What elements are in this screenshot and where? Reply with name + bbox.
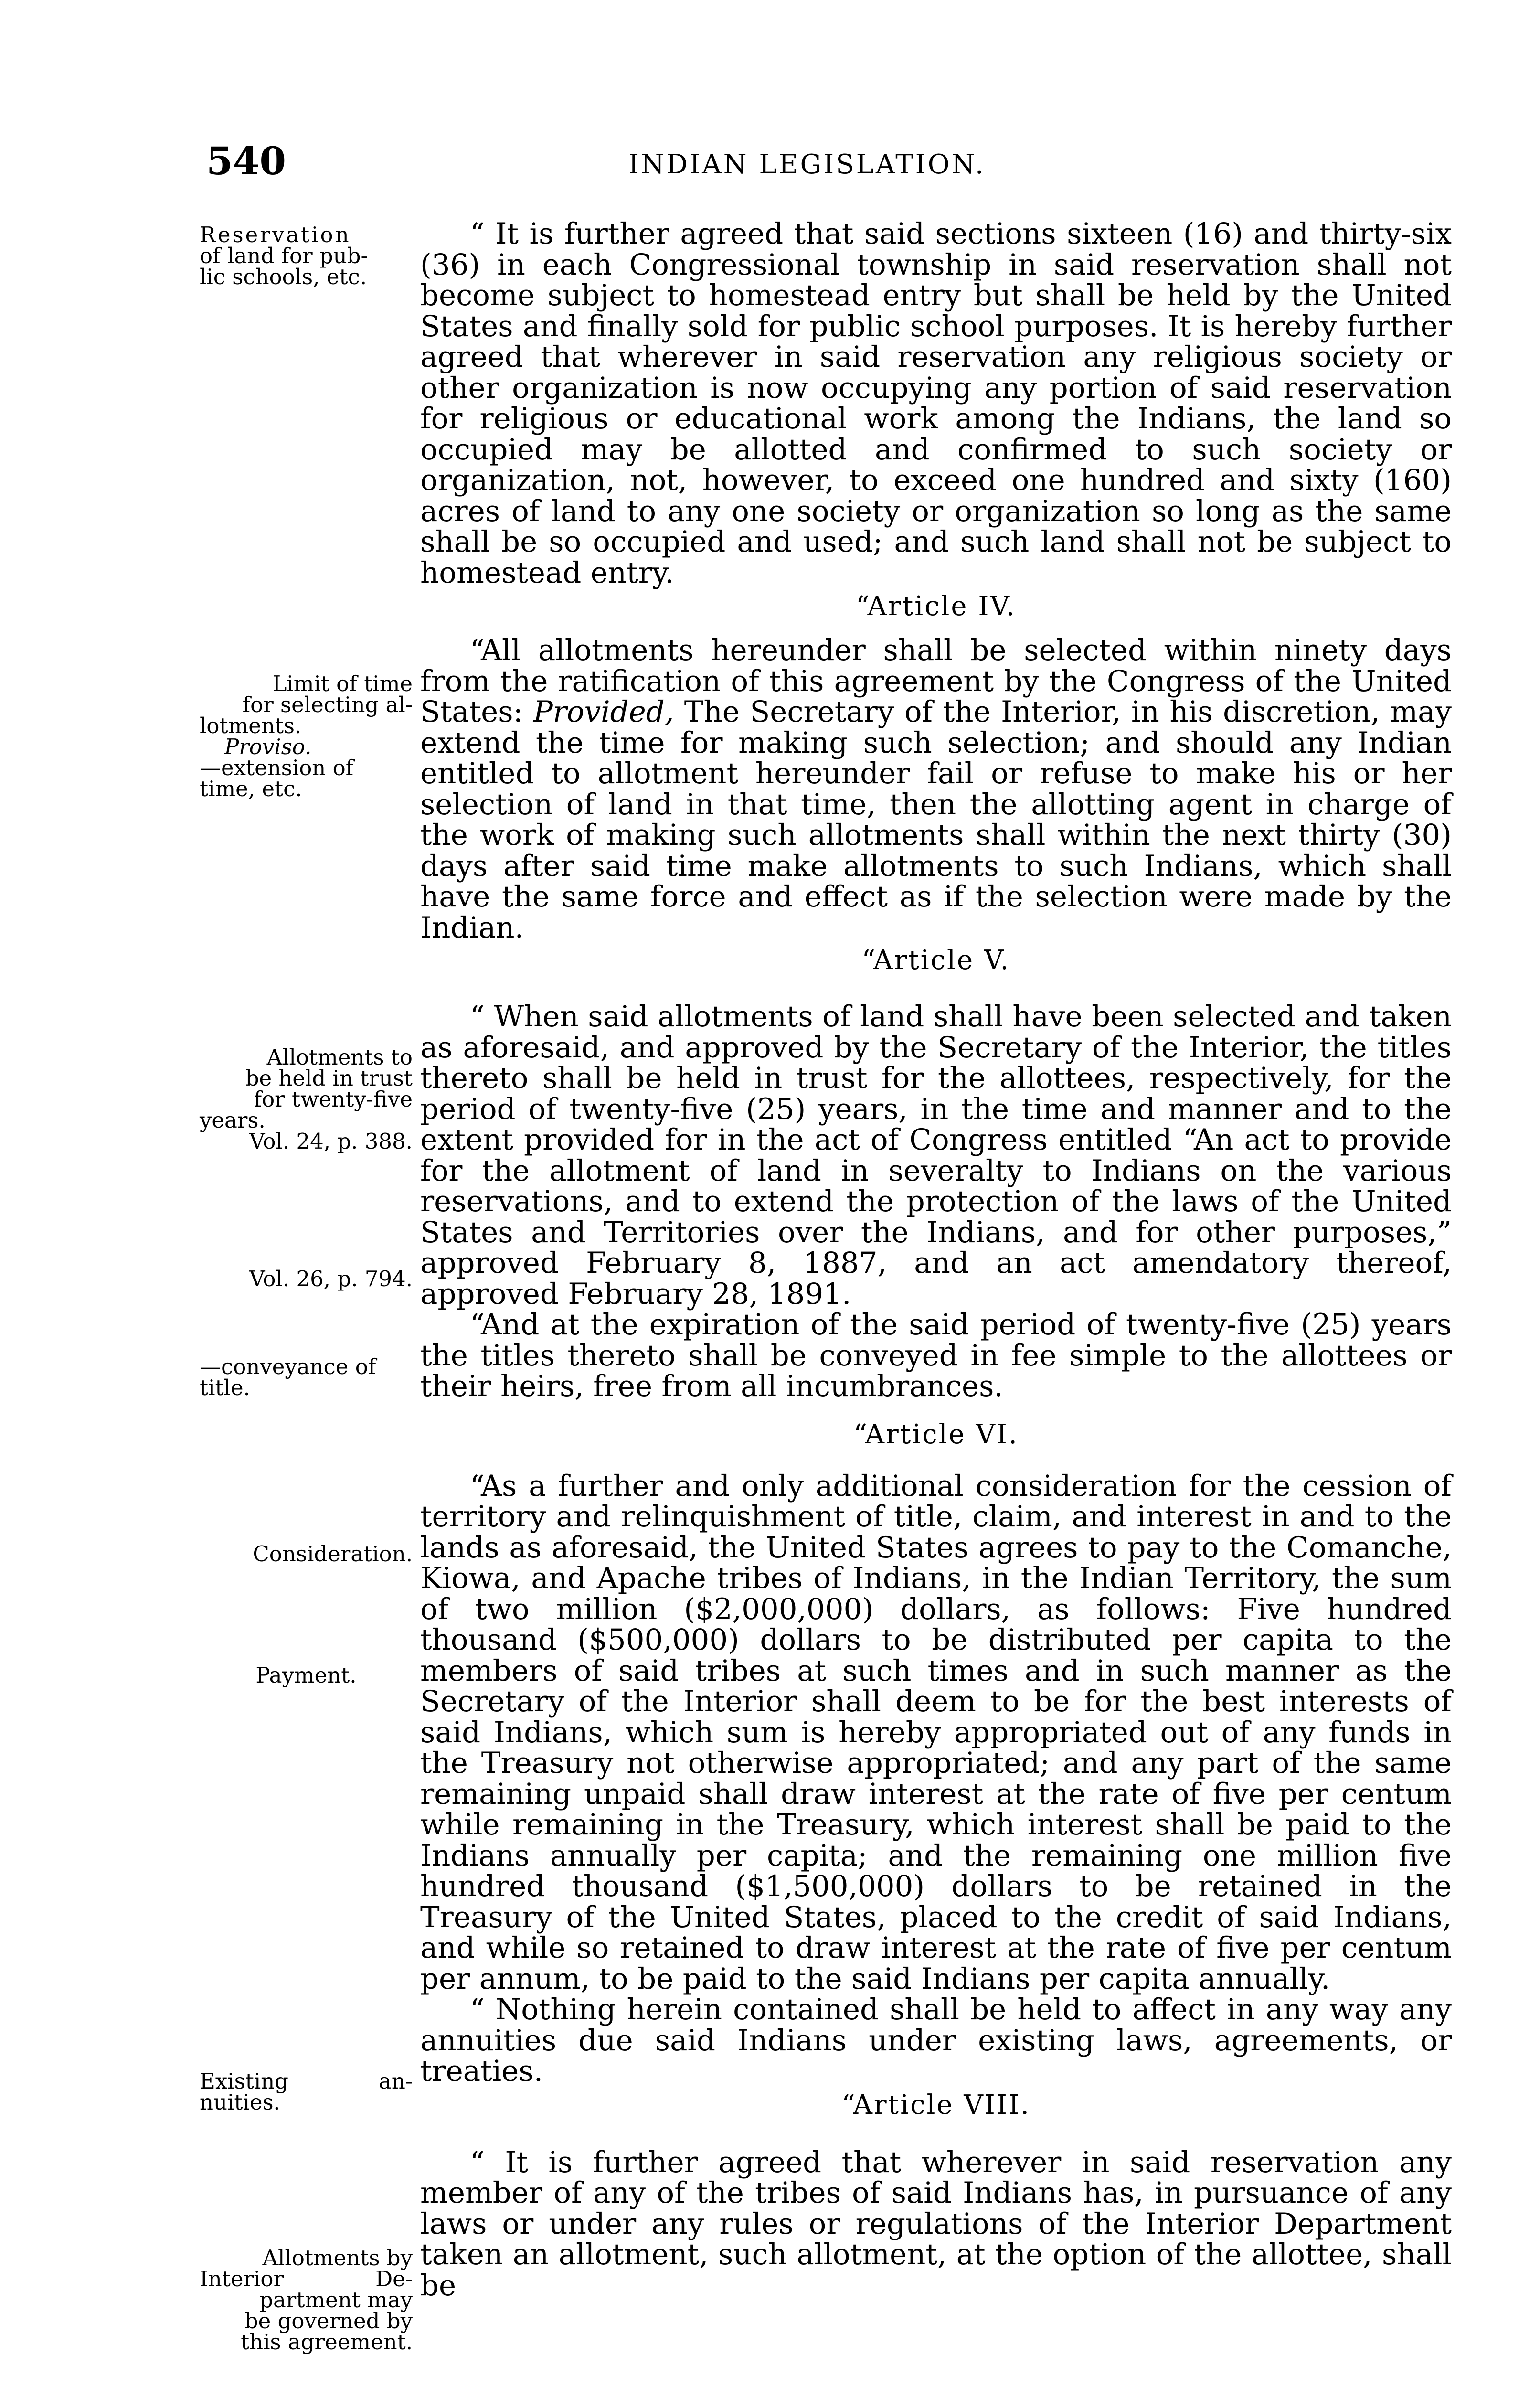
margin-note-existing-annuities: Existing an- nuities.	[200, 2068, 413, 2115]
body-text	[420, 219, 1452, 2301]
page-number: 540	[206, 139, 286, 183]
margin-note-allotments-in-trust: Allotments to be held in trust for twenty-five years. Vol. 24, p. 388.	[200, 1045, 413, 1154]
heading-article-v: “Article V.	[861, 945, 1010, 976]
heading-article-vi: “Article VI.	[853, 1418, 1019, 1450]
paragraph-article-v: “ When said allotments of land shall have been selected and taken as aforesaid, and approved by the Secretary of the Interior, the titles thereto shall be held in trust for the allottees, respectively, for the period of twenty-five (25) years, in the time and manner and to the extent provided for in the act of Congress entitled “An act to provide for the allotment of land in severalty to Indians on the various reservations, and to extend the protection of the laws of the United States and Territories over the Indians, and for other purposes,” approved February 8, 1887, and an act amendatory thereof, approved February 28, 1891.	[420, 1000, 1452, 1311]
margin-note-allotments-by-interior: Allotments by Interior De- partment may be governed by this agreement.	[200, 2245, 413, 2355]
paragraph-article-vi: “As a further and only additional consideration for the cession of territory and relinquishment of title, claim, and interest in and to the lands as aforesaid, the United States agrees to pay to the Comanche, Kiowa, and Apache tribes of Indians, in the Indian Territory, the sum of two million ($2,000,000) dollars, as follows: Five hundred thousand ($500,000) dollars to be distributed per capita to the members of said tribes at such times and in such manner as the Secretary of the Interior shall deem to be for the best interests of said Indians, which sum is hereby appropriated out of any funds in the Treasury not otherwise appropriated; and any part of the same remaining unpaid shall draw interest at the rate of five per centum while remaining in the Treasury, which interest shall be paid to the Indians annually per capita; and the remaining one million five hundred thousand ($1,500,000) dollars to be retained in the Treasury of the United States, placed to the credit of said Indians, and while so retained to draw interest at the rate of five per centum per annum, to be paid to the said Indians per capita annually.	[420, 1469, 1452, 1996]
paragraph-article-viii: “ It is further agreed that wherever in said reservation any member of any of the tribes of said Indians has, in pursuance of any laws or under any rules or regulations of the Interior Department taken an allotment, such allotment, at the option of the allottee, shall be	[420, 2145, 1452, 2303]
running-head: INDIAN LEGISLATION.	[628, 149, 986, 180]
margin-note-vol-26: Vol. 26, p. 794.	[249, 1266, 413, 1291]
heading-article-viii: “Article VIII.	[841, 2089, 1030, 2121]
margin-note-reservation-schools: Reservation of land for pub- lic schools, etc.	[200, 222, 368, 289]
margin-note-limit-of-time: Limit of time for selecting al- lotments. Proviso. —extension of time, etc.	[200, 671, 413, 801]
heading-article-iv: “Article IV.	[856, 591, 1016, 622]
margin-note-conveyance: —conveyance of title.	[200, 1354, 376, 1400]
paragraph-school-sections: “ It is further agreed that said sections sixteen (16) and thirty-six (36) in each Congressional township in said reservation shall not become subject to homestead entry but shall be held by the United States and finally sold for public school purposes. It is hereby further agreed that wherever in said reservation any religious society or other organization is now occupying any portion of said reservation for religious or educational work among the Indians, the land so occupied may be allotted and confirmed to such society or organization, not, however, to exceed one hundred and sixty (160) acres of land to any one society or organization so long as the same shall be so occupied and used; and such land shall not be subject to homestead entry.	[420, 217, 1452, 590]
paragraph-article-iv: “All allotments hereunder shall be selected within ninety days from the ratification of this agreement by the Congress of the United States: Provided, The Secretary of the Interior, in his discretion, may extend the time for making such selection; and should any Indian entitled to allotment hereunder fail or refuse to make his or her selection of land in that time, then the allotting agent in charge of the work of making such allotments shall within the next thirty (30) days after said time make allotments to such Indians, which shall have the same force and effect as if the selection were made by the Indian.	[420, 633, 1452, 945]
paragraph-conveyance: “And at the expiration of the said period of twenty-five (25) years the titles thereto shall be conveyed in fee simple to the allottees or their heirs, free from all incumbrances.	[420, 1308, 1452, 1403]
margin-note-payment: Payment.	[255, 1663, 357, 1688]
margin-note-consideration: Consideration.	[253, 1541, 413, 1567]
paragraph-existing-annuities: “ Nothing herein contained shall be held to affect in any way any annuities due said Indians under existing laws, agreements, or treaties.	[420, 1993, 1452, 2088]
